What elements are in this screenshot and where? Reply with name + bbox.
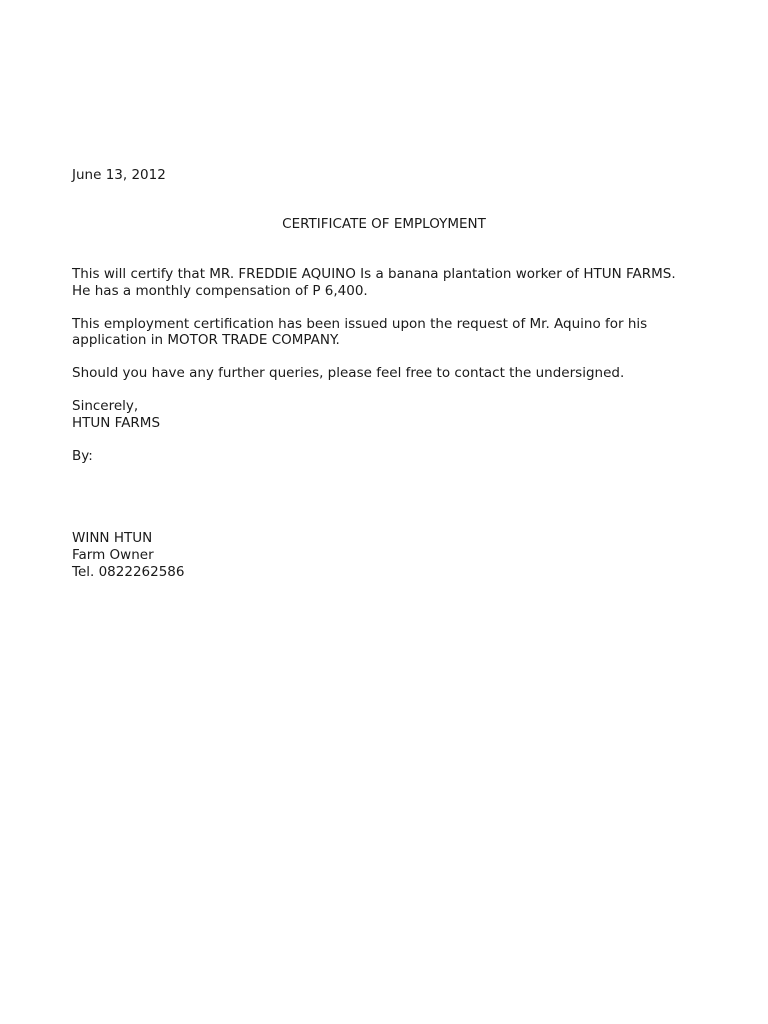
paragraph1-line1: This will certify that MR. FREDDIE AQUINO Is a banana plantation worker of HTUN FARMS.	[72, 266, 676, 282]
signatory-name: WINN HTUN	[72, 530, 153, 546]
paragraph3: Should you have any further queries, please feel free to contact the undersigned.	[72, 365, 625, 381]
company-name: HTUN FARMS	[72, 415, 161, 431]
letter-title: CERTIFICATE OF EMPLOYMENT	[282, 216, 486, 232]
paragraph2-line1: This employment certification has been issued upon the request of Mr. Aquino for his	[72, 316, 648, 332]
paragraph2-line2: application in MOTOR TRADE COMPANY.	[72, 332, 340, 348]
signatory-position: Farm Owner	[72, 547, 154, 563]
paragraph1-line2: He has a monthly compensation of P 6,400.	[72, 283, 368, 299]
by-label: By:	[72, 448, 93, 464]
letter-date: June 13, 2012	[72, 167, 166, 183]
signatory-phone: Tel. 0822262586	[72, 564, 185, 580]
closing: Sincerely,	[72, 398, 139, 414]
